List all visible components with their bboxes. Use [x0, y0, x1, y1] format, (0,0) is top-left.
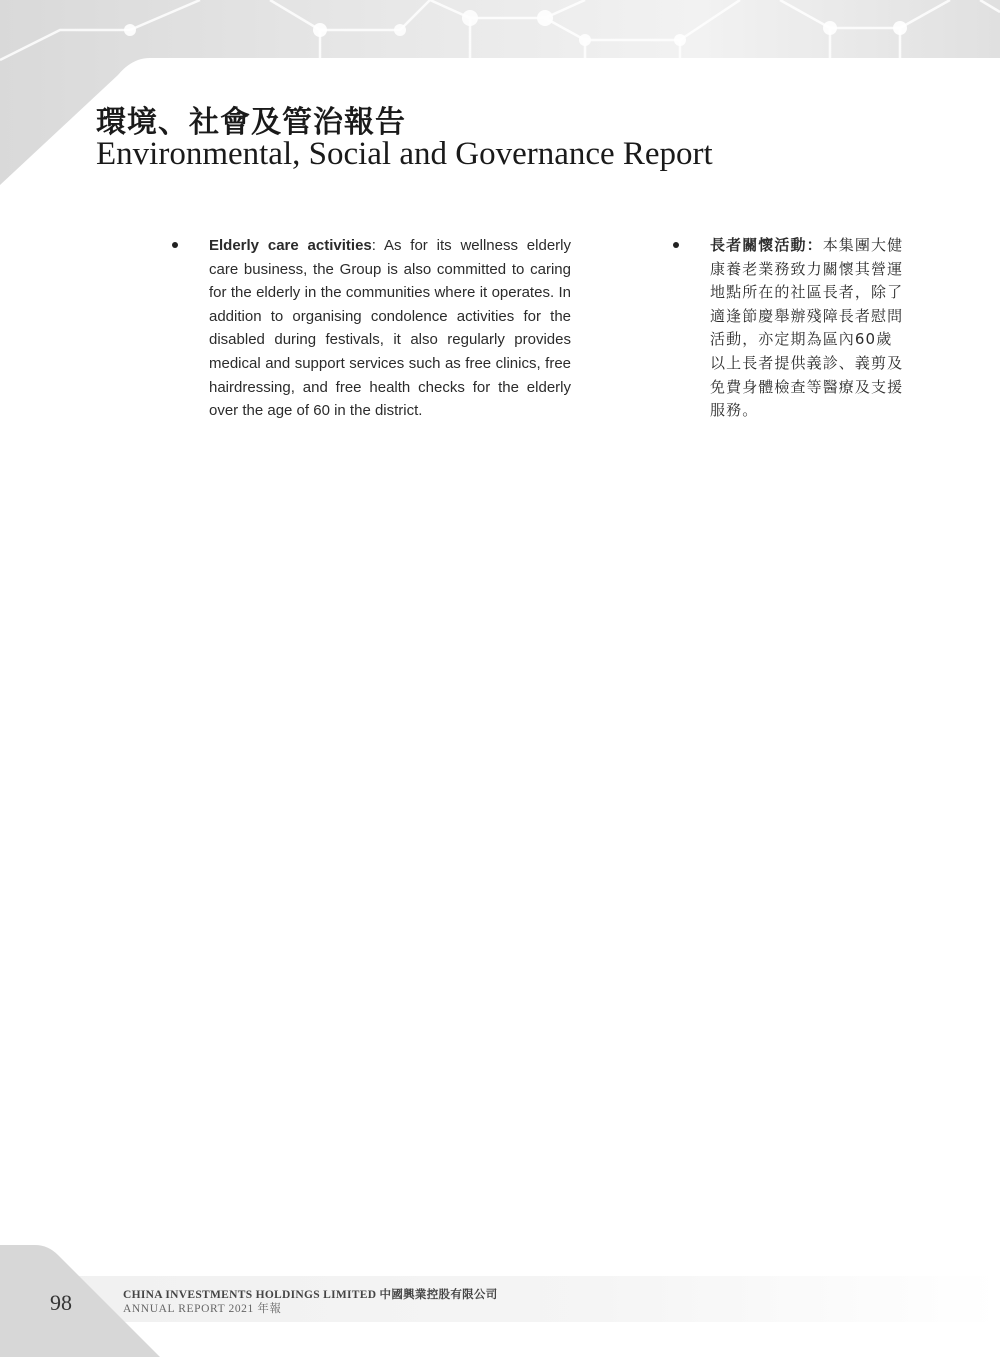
bullet-en	[172, 242, 178, 248]
bullet-zh	[673, 242, 679, 248]
page-title-en: Environmental, Social and Governance Report	[96, 136, 713, 172]
english-body-text: : As for its wellness elderly care business, the Group is also committed to caring for the elderly in the communities where it operates. In addition to organising condolence activities for the disabled during festivals, it also regularly provides medical and support services such as free clinics, free hairdressing, and free health checks for the elderly over the age of 60 in the district.	[209, 237, 571, 420]
chinese-paragraph	[710, 234, 906, 423]
footer-company-name: CHINA INVESTMENTS HOLDINGS LIMITED 中國興業控股有限公司	[123, 1289, 498, 1301]
page-title-zh: 環境、社會及管治報告	[96, 105, 406, 140]
page-number: 98	[50, 1290, 72, 1315]
english-lead-term: Elderly care activities	[209, 237, 372, 254]
footer-report-title: ANNUAL REPORT 2021 年報	[123, 1303, 282, 1315]
english-paragraph	[209, 234, 571, 423]
chinese-lead-term: 長者關懷活動：	[710, 236, 823, 254]
chinese-body-text: 本集團大健康養老業務致力關懷其營運地點所在的社區長者，除了適逢節慶舉辦殘障長者慰問活動，亦定期為區內60歲以上長者提供義診、義剪及免費身體檢查等醫療及支援服務。	[710, 236, 904, 420]
